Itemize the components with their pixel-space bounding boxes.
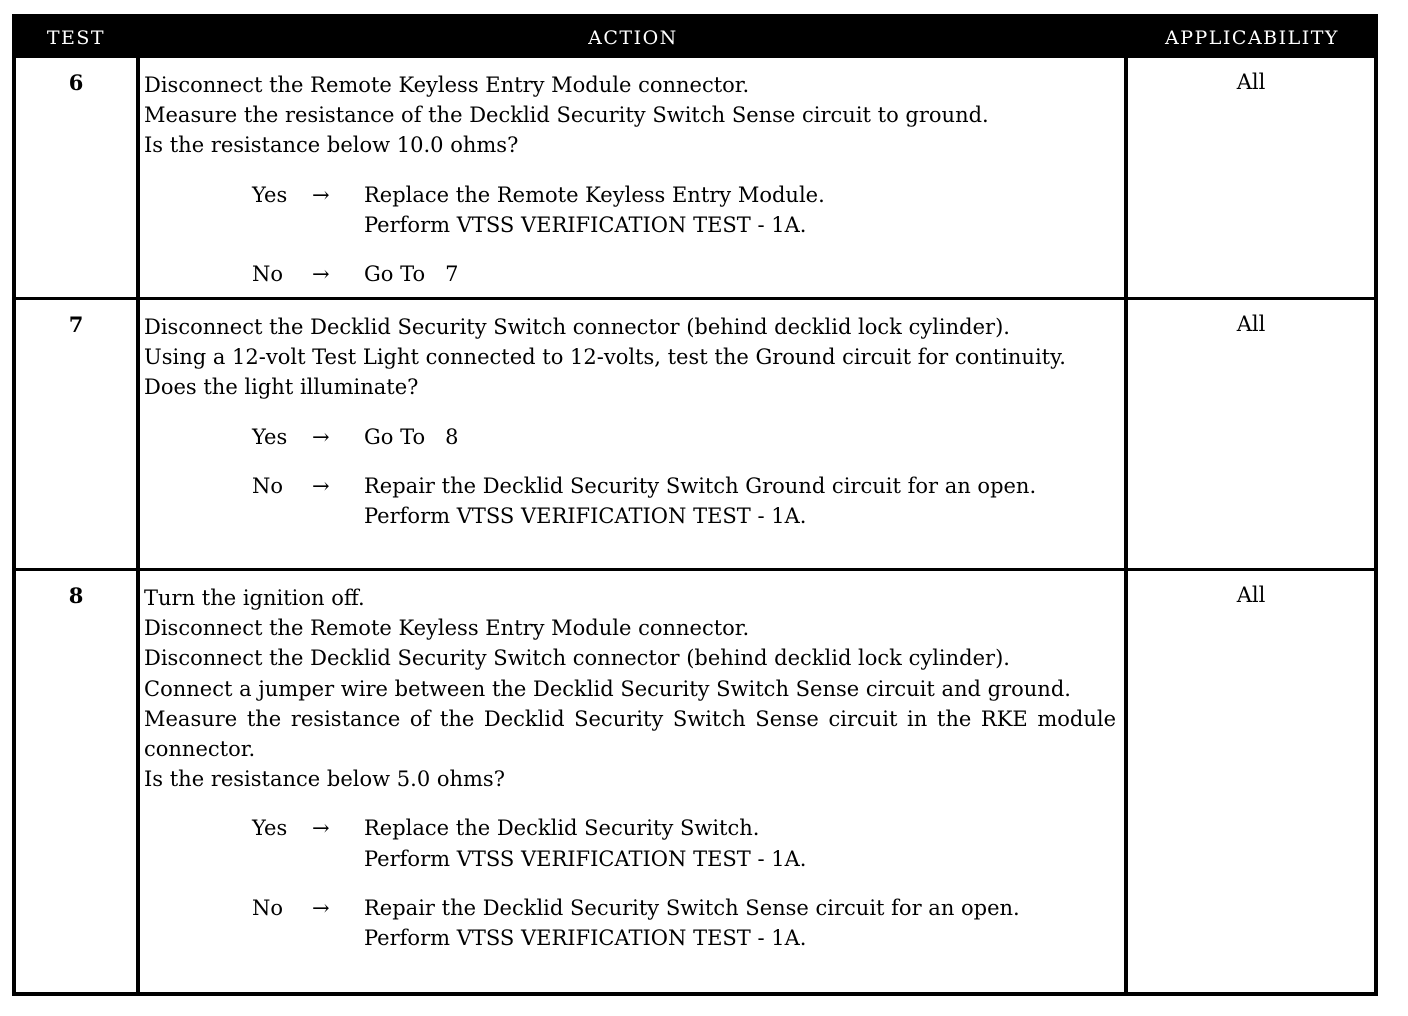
test-number: 8 (68, 583, 84, 608)
action-step: Connect a jumper wire between the Decklid Security Switch Sense circuit and ground. (144, 676, 1071, 701)
result-line: Perform VTSS VERIFICATION TEST - 1A. (364, 926, 807, 951)
action-step: Is the resistance below 10.0 ohms? (144, 133, 519, 158)
applicability-cell: All (1236, 312, 1266, 336)
result-line: Go To 8 (364, 424, 459, 449)
no-result (144, 893, 1116, 953)
header-applicability: APPLICABILITY (1165, 27, 1339, 49)
yes-label: Yes (252, 182, 288, 207)
action-step: Disconnect the Remote Keyless Entry Module connector. (144, 616, 750, 641)
result-line: Replace the Remote Keyless Entry Module. (364, 182, 825, 207)
yes-result (144, 180, 1116, 240)
test-number: 7 (68, 312, 84, 337)
action-step: Measure the resistance of the Decklid Security Switch Sense circuit to ground. (144, 103, 989, 128)
no-result (144, 259, 1116, 289)
arrow-right-icon: → (312, 473, 330, 498)
action-step: Disconnect the Remote Keyless Entry Module connector. (144, 73, 750, 97)
applicability-cell: All (1236, 70, 1266, 94)
action-step: Disconnect the Decklid Security Switch connector (behind decklid lock cylinder). (144, 315, 1010, 339)
yes-result (144, 422, 1116, 452)
table-row-test-6 (16, 58, 1374, 297)
yes-label: Yes (252, 424, 288, 449)
header-action: ACTION (588, 27, 678, 49)
action-step: Does the light illuminate? (144, 375, 419, 400)
no-label: No (252, 262, 284, 287)
diagnostic-table (12, 14, 1378, 996)
result-line: Repair the Decklid Security Switch Ground circuit for an open. (364, 473, 1037, 498)
action-cell (144, 312, 1116, 531)
result-line: Replace the Decklid Security Switch. (364, 816, 760, 841)
applicability-cell: All (1236, 583, 1266, 607)
action-step: Is the resistance below 5.0 ohms? (144, 767, 505, 792)
arrow-right-icon: → (312, 262, 330, 287)
no-label: No (252, 473, 284, 498)
test-number: 6 (68, 70, 84, 95)
result-line: Repair the Decklid Security Switch Sense circuit for an open. (364, 895, 1020, 920)
table-row-test-8 (16, 571, 1374, 996)
arrow-right-icon: → (312, 816, 330, 841)
result-line: Perform VTSS VERIFICATION TEST - 1A. (364, 504, 807, 529)
yes-result (144, 813, 1116, 873)
yes-label: Yes (252, 816, 288, 841)
no-result (144, 471, 1116, 531)
action-step: Disconnect the Decklid Security Switch connector (behind decklid lock cylinder). (144, 646, 1010, 671)
action-step: Turn the ignition off. (144, 586, 365, 610)
arrow-right-icon: → (312, 424, 330, 449)
action-cell (144, 583, 1116, 953)
no-label: No (252, 895, 284, 920)
table-header (16, 18, 1374, 58)
result-line: Go To 7 (364, 262, 459, 287)
action-step: Measure the resistance of the Decklid Security Switch Sense circuit in the RKE module connector. (144, 706, 1116, 762)
table-row-test-7 (16, 300, 1374, 568)
action-cell (144, 70, 1116, 289)
arrow-right-icon: → (312, 182, 330, 207)
arrow-right-icon: → (312, 895, 330, 920)
action-step: Using a 12-volt Test Light connected to 12-volts, test the Ground circuit for continuity. (144, 345, 1066, 370)
result-line: Perform VTSS VERIFICATION TEST - 1A. (364, 846, 807, 871)
result-line: Perform VTSS VERIFICATION TEST - 1A. (364, 212, 807, 237)
header-test: TEST (46, 27, 106, 49)
